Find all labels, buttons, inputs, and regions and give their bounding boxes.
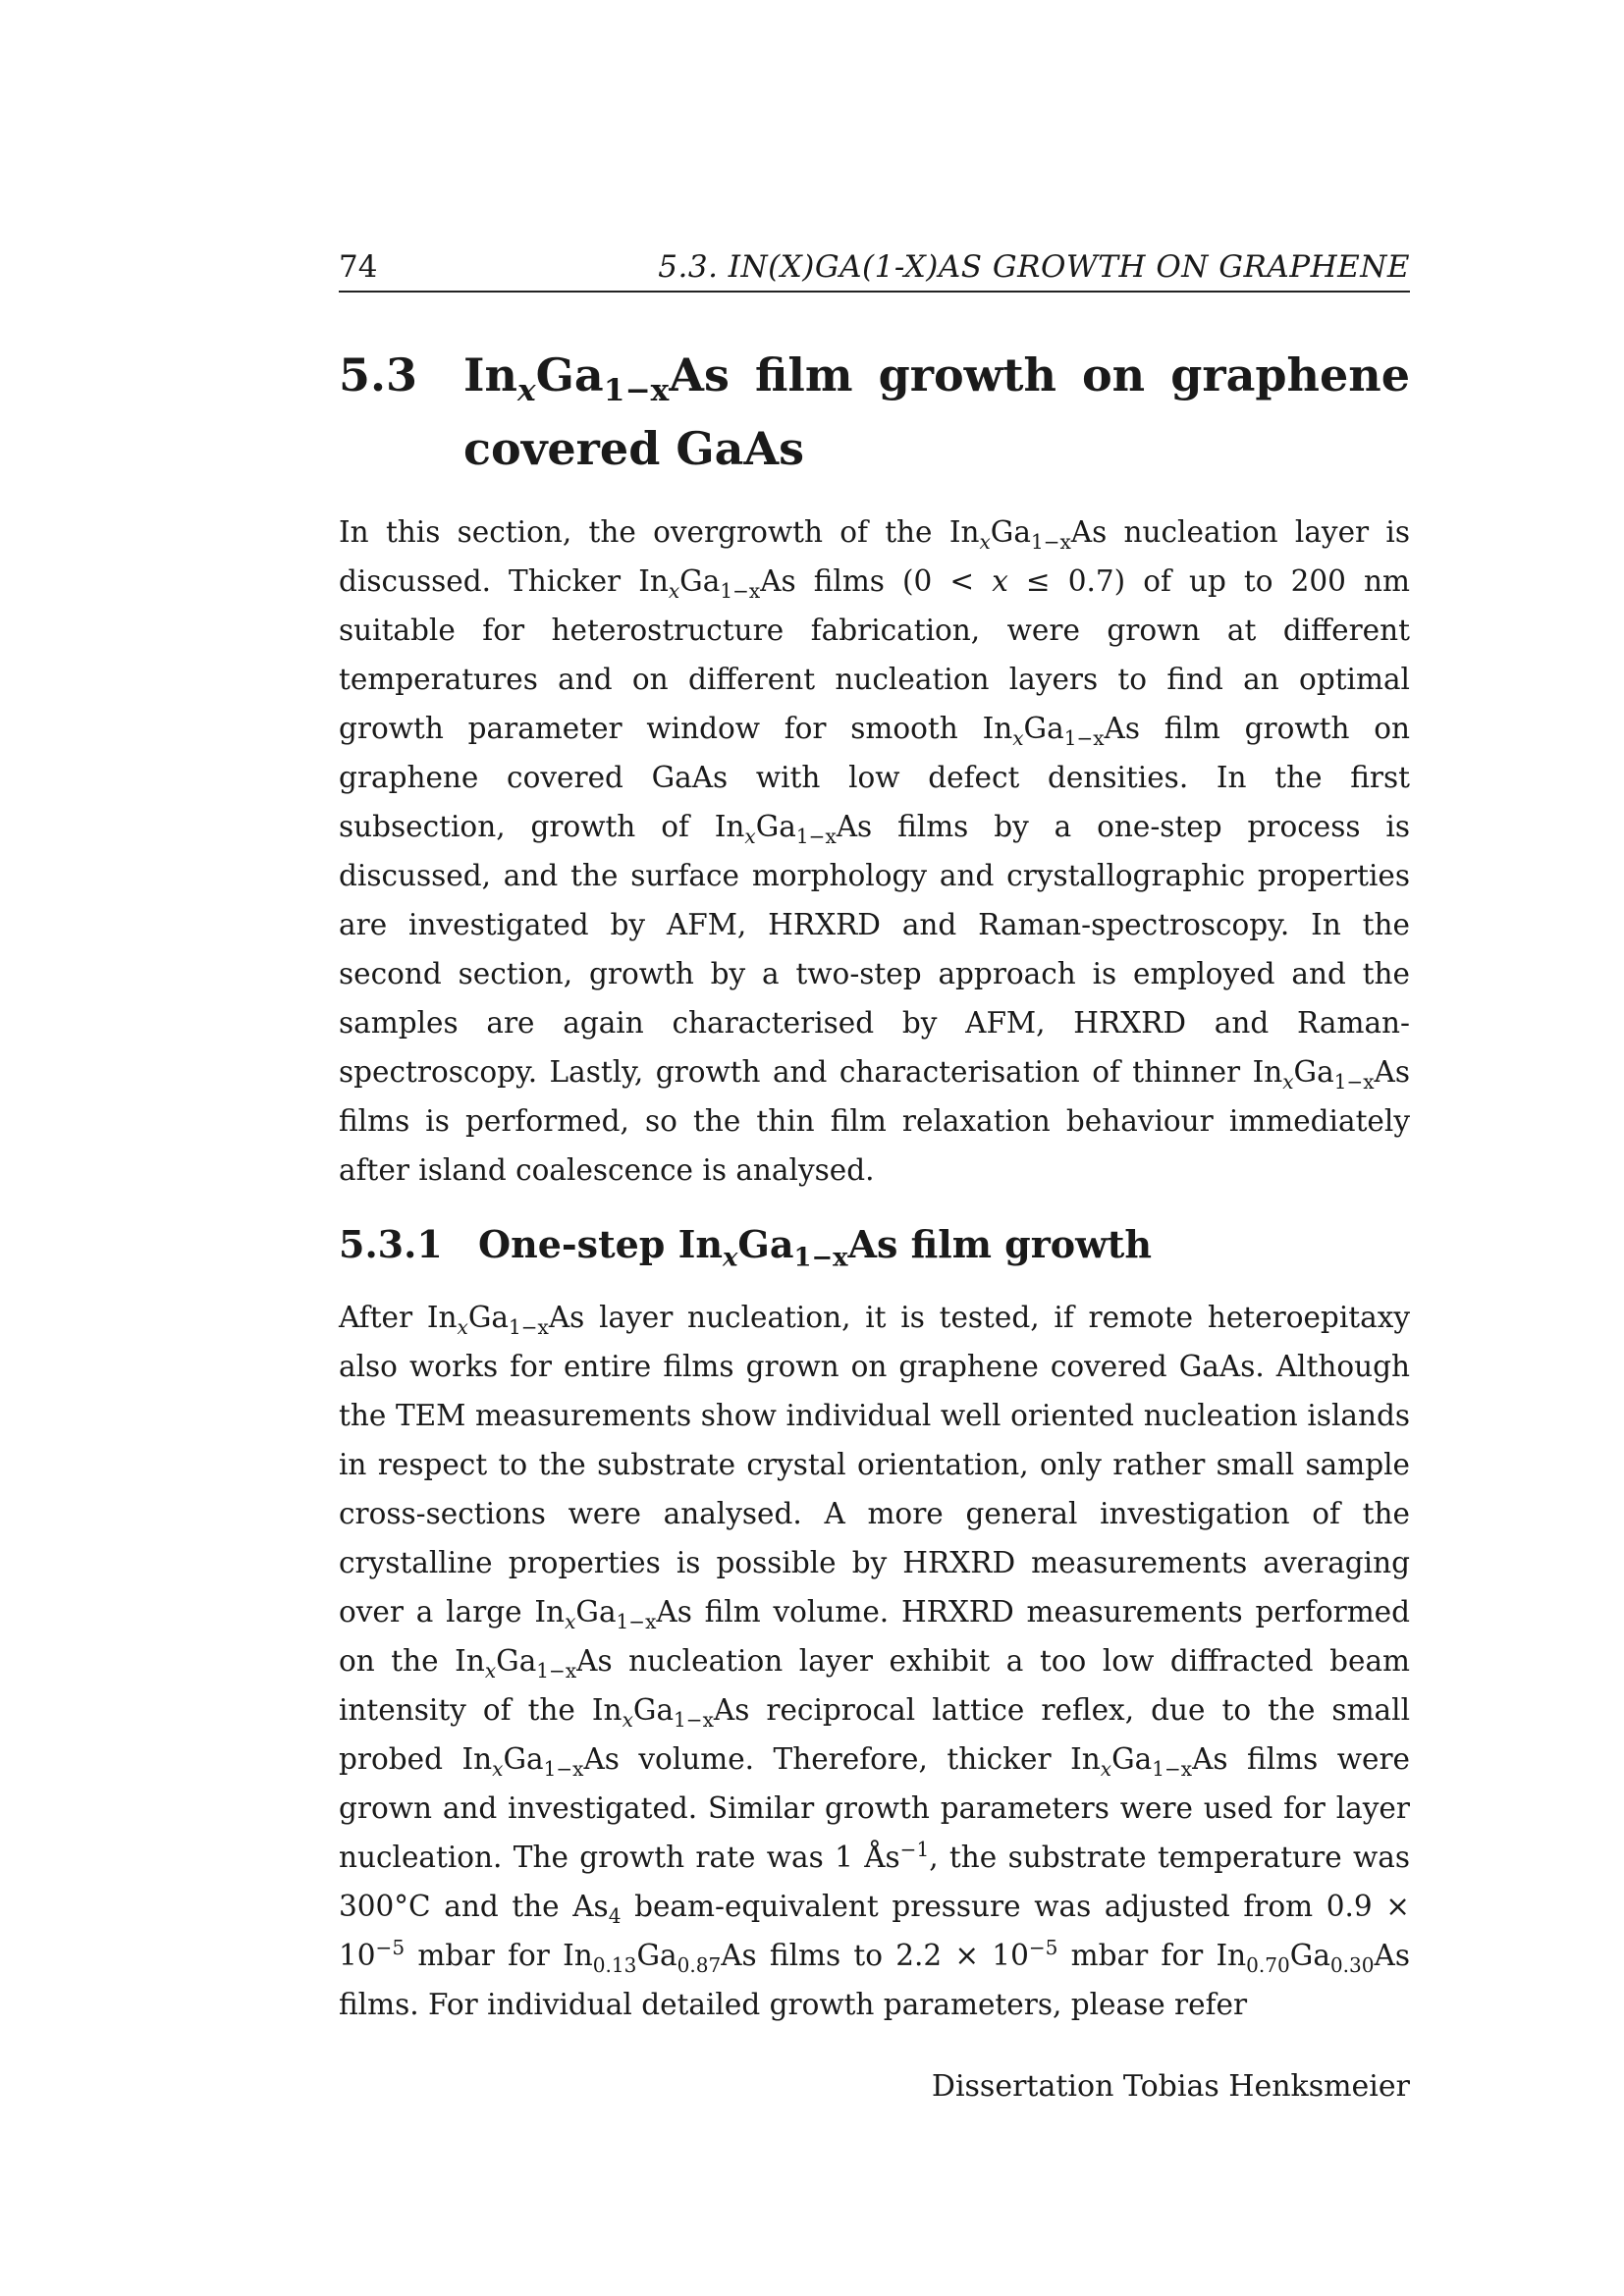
ingaas-formula: $In_xGa_{1-x}As$ [982,712,1140,750]
section-formula: $In_xGa_{1-x}As$ [463,348,730,409]
subsection-title: One-step $In_xGa_{1-x}As$ film growth [478,1222,1152,1273]
running-title: 5.3. IN(X)GA(1-X)AS GROWTH ON GRAPHENE [658,249,1410,285]
page-footer: Dissertation Tobias Henksmeier [931,2069,1410,2104]
ingaas-formula: $In_xGa_{1-x}As$ [1070,1742,1228,1781]
ingaas-formula: $In_xGa_{1-x}As$ [455,1644,613,1682]
section-title-line-2: covered GaAs [463,422,805,475]
ingaas-formula: $In_xGa_{1-x}As$ [534,1595,692,1633]
ingaas-formula: $In_xGa_{1-x}As$ [1252,1055,1410,1094]
ingaas-formula: $In_xGa_{1-x}As$ [461,1742,620,1781]
subsection-paragraph: After $In_xGa_{1-x}As$ layer nucleation, it is tested, if remote heteroepitaxy also works for entire films grown on graphene covered GaAs. Although the TEM measurements show individual well oriented nucleation islands in respect to the substrate crystal orientation, only rather small sample cross-sections were analysed. A more general investigation of the crystalline properties is possible by HRXRD measurements averaging over a large $In_xGa_{1-x}As$ film volume. HRXRD measurements performed on the $In_xGa_{1-x}As$ nucleation layer exhibit a too low diffracted beam intensity of the $In_xGa_{1-x}As$ reciprocal lattice reflex, due to the small probed $In_xGa_{1-x}As$ volume. Therefore, thicker $In_xGa_{1-x}As$ films were grown and investigated. Similar growth parameters were used for layer nucleation. The growth rate was 1 $Ås^{-1}$, the substrate temperature was 300°C and the $As_4$ beam-equivalent pressure was adjusted from $0.9 \times 10^{-5}$ mbar for $In_{0.13}Ga_{0.87}As$ films to $2.2 \times 10^{-5}$ mbar for $In_{0.70}Ga_{0.30}As$ films. For individual detailed growth parameters, please refer [339,1301,1411,2021]
ingaas-formula: $In_xGa_{1-x}As$ [714,810,873,848]
ingaas-formula: $In_xGa_{1-x}As$ [677,1222,898,1273]
ingaas-formula: $In_xGa_{1-x}As$ [591,1693,750,1732]
ingaas-formula: $In_xGa_{1-x}As$ [948,515,1108,554]
section-number: 5.3 [339,348,418,401]
ingaas-formula: $In_xGa_{1-x}As$ [426,1301,585,1339]
section-title-line-1: $In_xGa_{1-x}As$ film growth on graphene [463,339,1410,412]
intro-paragraph: In this section, the overgrowth of the $In_xGa_{1-x}As$ nucleation layer is discussed. Thicker $In_xGa_{1-x}As$ films (0 < x ≤ 0.7) of up to 200 nm suitable for heterostructure fabrication, were grown at different temperatures and on different nucleation layers to find an optimal growth parameter window for smooth $In_xGa_{1-x}As$ film growth on graphene covered GaAs with low defect densities. In the first subsection, growth of $In_xGa_{1-x}As$ films by a one-step process is discussed, and the surface morphology and crystallographic properties are investigated by AFM, HRXRD and Raman-spectroscopy. In the second section, growth by a two-step approach is employed and the samples are again characterised by AFM, HRXRD and Raman-spectroscopy. Lastly, growth and characterisation of thinner $In_xGa_{1-x}As$ films is performed, so the thin film relaxation behaviour immediately after island coalescence is analysed. [339,515,1411,1187]
running-header [339,245,1410,293]
subsection-number: 5.3.1 [339,1222,443,1266]
ingaas-formula: $In_xGa_{1-x}As$ [638,564,796,603]
page-number: 74 [339,249,378,285]
